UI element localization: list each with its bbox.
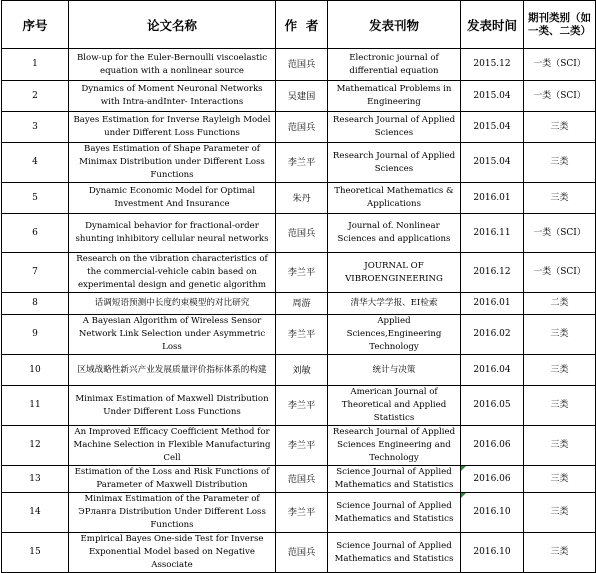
cell-no: 13	[2, 466, 69, 493]
cell-date: 2016.06	[461, 466, 524, 493]
cell-category: 三类	[524, 315, 596, 355]
cell-no: 5	[2, 183, 69, 214]
cell-category: 一类（SCI）	[524, 81, 596, 112]
cell-title: Bayes Estimation of Shape Parameter of Minimax Distribution under Different Loss Functions	[69, 143, 276, 183]
cell-author: 范国兵	[276, 466, 328, 493]
cell-no: 7	[2, 253, 69, 293]
cell-title: Estimation of the Loss and Risk Functions of Parameter of Maxwell Distribution	[69, 466, 276, 493]
table-row	[2, 355, 596, 386]
cell-date: 2015.04	[461, 143, 524, 183]
header-author: 作 者	[276, 1, 328, 49]
cell-author: 范国兵	[276, 49, 328, 81]
cell-title: Minimax Estimation of Maxwell Distribution Under Different Loss Functions	[69, 386, 276, 426]
cell-no: 14	[2, 493, 69, 533]
cell-category: 三类	[524, 112, 596, 143]
cell-journal: Science Journal of Applied Mathematics and Statistics	[328, 466, 461, 493]
cell-no: 3	[2, 112, 69, 143]
cell-date: 2015.04	[461, 112, 524, 143]
table-row	[2, 49, 596, 81]
table-row	[2, 493, 596, 533]
cell-category: 一类（SCI）	[524, 253, 596, 293]
cell-category: 三类	[524, 533, 596, 573]
cell-no: 10	[2, 355, 69, 386]
table-row	[2, 81, 596, 112]
cell-journal: Science Journal of Applied Mathematics and Statistics	[328, 493, 461, 533]
cell-journal: Journal of. Nonlinear Sciences and applications	[328, 214, 461, 253]
cell-no: 1	[2, 49, 69, 81]
table-body	[2, 49, 596, 573]
cell-no: 15	[2, 533, 69, 573]
header-journal: 发表刊物	[328, 1, 461, 49]
cell-category: 三类	[524, 426, 596, 466]
cell-author: 李兰平	[276, 386, 328, 426]
header-row	[2, 1, 596, 49]
cell-category: 一类（SCI）	[524, 214, 596, 253]
cell-journal: JOURNAL OF VIBROENGINEERING	[328, 253, 461, 293]
cell-category: 三类	[524, 183, 596, 214]
table-row	[2, 253, 596, 293]
cell-no: 8	[2, 293, 69, 315]
cell-journal: Mathematical Problems in Engineering	[328, 81, 461, 112]
cell-no: 6	[2, 214, 69, 253]
cell-date: 2016.01	[461, 183, 524, 214]
table-row	[2, 112, 596, 143]
cell-journal: American Journal of Theoretical and Applied Statistics	[328, 386, 461, 426]
cell-date: 2016.10	[461, 493, 524, 533]
cell-author: 李兰平	[276, 253, 328, 293]
cell-date: 2015.04	[461, 81, 524, 112]
cell-title: Dynamical behavior for fractional-order shunting inhibitory cellular neural networks	[69, 214, 276, 253]
cell-category: 二类	[524, 293, 596, 315]
cell-journal: Research Journal of Applied Sciences Engineering and Technology	[328, 426, 461, 466]
cell-journal: Science Journal of Applied Mathematics and Statistics	[328, 533, 461, 573]
cell-category: 三类	[524, 493, 596, 533]
cell-author: 李兰平	[276, 143, 328, 183]
header-date: 发表时间	[461, 1, 524, 49]
table-row	[2, 183, 596, 214]
cell-title: Dynamics of Moment Neuronal Networks with Intra-andInter- Interactions	[69, 81, 276, 112]
cell-category: 一类（SCI）	[524, 49, 596, 81]
cell-title: A Bayesian Algorithm of Wireless Sensor Network Link Selection under Asymmetric Loss	[69, 315, 276, 355]
cell-author: 刘敏	[276, 355, 328, 386]
cell-title: Empirical Bayes One-side Test for Inverse Exponential Model based on Negative Associate	[69, 533, 276, 573]
cell-date: 2016.05	[461, 386, 524, 426]
cell-date: 2016.02	[461, 315, 524, 355]
cell-date: 2015.12	[461, 49, 524, 81]
cell-author: 范国兵	[276, 112, 328, 143]
cell-journal: Research Journal of Applied Sciences	[328, 143, 461, 183]
cell-date: 2016.11	[461, 214, 524, 253]
cell-title: Research on the vibration characteristics of the commercial-vehicle cabin based on experimental design and genetic algorithm	[69, 253, 276, 293]
cell-journal: Research Journal of Applied Sciences	[328, 112, 461, 143]
cell-journal: 清华大学学报、EI检索	[328, 293, 461, 315]
cell-category: 三类	[524, 386, 596, 426]
header-no: 序号	[2, 1, 69, 49]
cell-title: Bayes Estimation for Inverse Rayleigh Model under Different Loss Functions	[69, 112, 276, 143]
cell-title: Blow-up for the Euler-Bernoulli viscoelastic equation with a nonlinear source	[69, 49, 276, 81]
cell-author: 朱丹	[276, 183, 328, 214]
cell-journal: Theoretical Mathematics & Applications	[328, 183, 461, 214]
header-category: 期刊类别（如一类、二类）	[524, 1, 596, 49]
cell-date: 2016.12	[461, 253, 524, 293]
cell-author: 李兰平	[276, 426, 328, 466]
cell-title: Dynamic Economic Model for Optimal Investment And Insurance	[69, 183, 276, 214]
table-row	[2, 315, 596, 355]
table-row	[2, 386, 596, 426]
cell-author: 范国兵	[276, 533, 328, 573]
cell-journal: Electronic journal of differential equation	[328, 49, 461, 81]
cell-no: 12	[2, 426, 69, 466]
cell-title: 区域战略性新兴产业发展质量评价指标体系的构建	[69, 355, 276, 386]
cell-category: 三类	[524, 466, 596, 493]
cell-author: 吴建国	[276, 81, 328, 112]
cell-no: 4	[2, 143, 69, 183]
table-row	[2, 214, 596, 253]
cell-category: 三类	[524, 355, 596, 386]
cell-no: 2	[2, 81, 69, 112]
cell-author: 李兰平	[276, 315, 328, 355]
papers-table	[1, 0, 596, 573]
cell-no: 9	[2, 315, 69, 355]
table-row	[2, 533, 596, 573]
cell-title: 话调短语预测中长度约束模型的对比研究	[69, 293, 276, 315]
cell-title: An Improved Efficacy Coefficient Method for Machine Selection in Flexible Manufacturing Cell	[69, 426, 276, 466]
table-row	[2, 143, 596, 183]
cell-date: 2016.06	[461, 426, 524, 466]
cell-date: 2016.01	[461, 293, 524, 315]
cell-no: 11	[2, 386, 69, 426]
cell-author: 李兰平	[276, 493, 328, 533]
table-row	[2, 293, 596, 315]
cell-date: 2016.04	[461, 355, 524, 386]
cell-date: 2016.10	[461, 533, 524, 573]
cell-journal: Applied Sciences,Engineering Technology	[328, 315, 461, 355]
table-row	[2, 426, 596, 466]
cell-author: 范国兵	[276, 214, 328, 253]
table-row	[2, 466, 596, 493]
cell-author: 周游	[276, 293, 328, 315]
cell-journal: 统计与决策	[328, 355, 461, 386]
cell-category: 三类	[524, 143, 596, 183]
cell-title: Minimax Estimation of the Parameter of ЭРланга Distribution Under Different Loss Functions	[69, 493, 276, 533]
header-title: 论文名称	[69, 1, 276, 49]
